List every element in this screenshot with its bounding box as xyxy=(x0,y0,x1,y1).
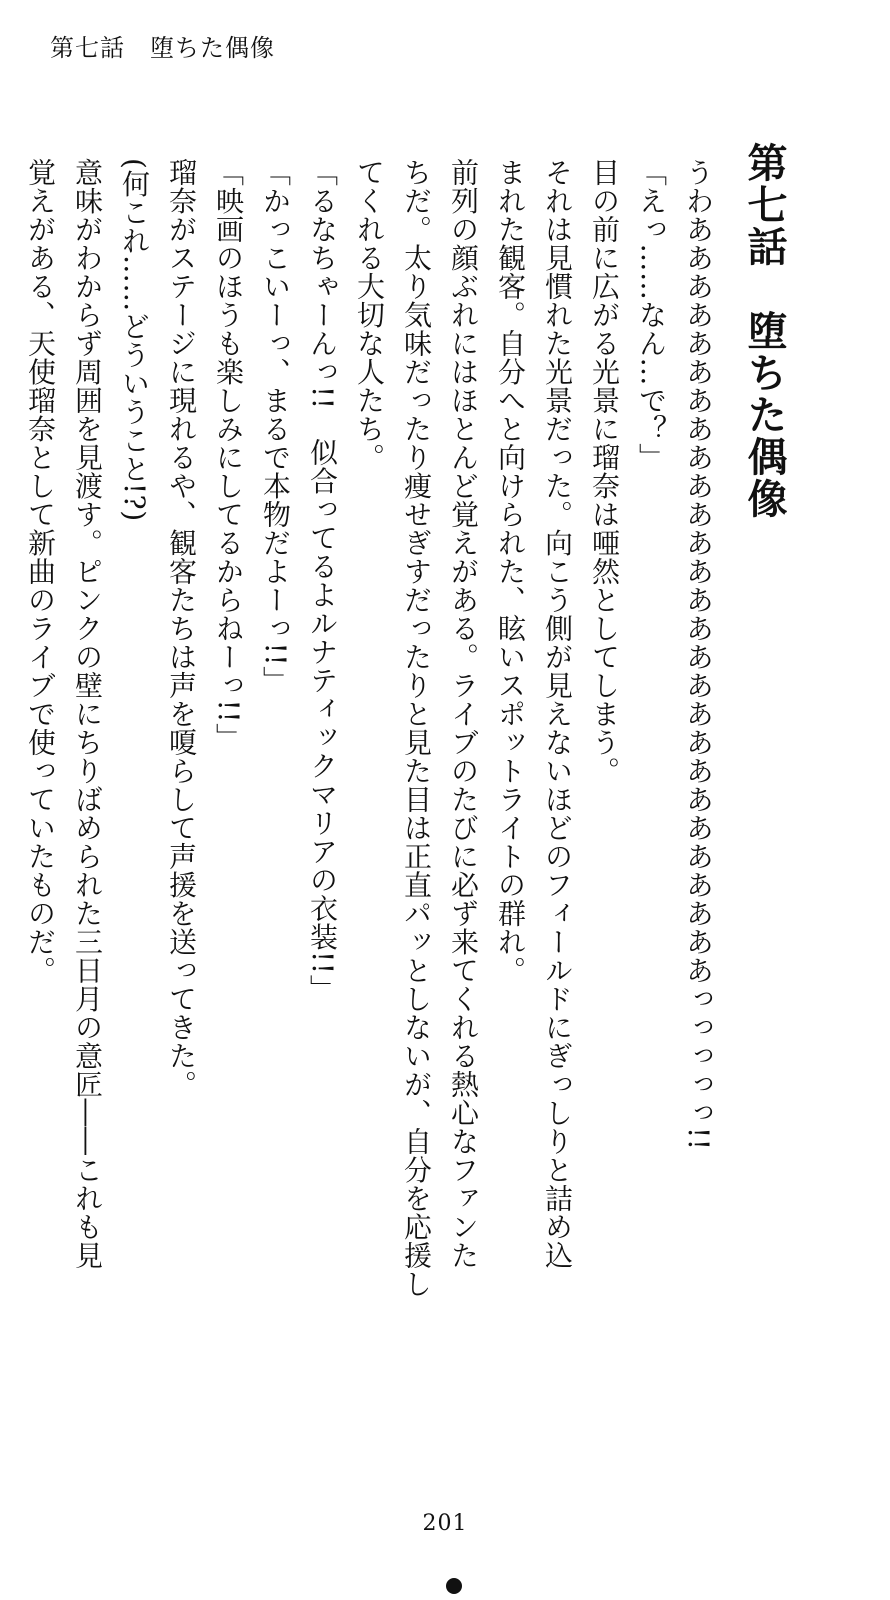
chapter-title: 第七話 堕ちた偶像 xyxy=(741,142,788,520)
text-line: 意味がわからず周囲を見渡す。ピンクの壁にちりばめられた三日月の意匠――これも見 xyxy=(71,158,104,1270)
page-number: 201 xyxy=(422,1511,468,1536)
running-header: 第七話 堕ちた偶像 xyxy=(50,34,275,62)
text-line: ちだ。太り気味だったり痩せぎすだったりと見た目は正直パッとしないが、自分を応援し xyxy=(400,158,433,1298)
text-line: 覚えがある、天使瑠奈として新曲のライブで使っていたものだ。 xyxy=(24,158,57,985)
text-line: まれた観客。自分へと向けられた、眩いスポットライトの群れ。 xyxy=(494,158,527,985)
text-line: 「えっ……なん…で？」 xyxy=(635,158,668,472)
page-marker-dot xyxy=(446,1578,462,1594)
text-line: それは見慣れた光景だった。向こう側が見えないほどのフィールドにぎっしりと詰め込 xyxy=(541,158,574,1270)
text-line: 「かっこいーっ、まるで本物だよーっ!!」 xyxy=(259,158,292,695)
text-line: うわあああああああああああああああああああああああああああっっっっっ!! xyxy=(682,158,715,1151)
body-text xyxy=(22,158,722,1310)
text-line: 前列の顔ぶれにはほとんど覚えがある。ライブのたびに必ず来てくれる熱心なファンた xyxy=(447,158,480,1270)
text-line: 「るなちゃーんっ!! 似合ってるよルナティックマリアの衣装!!」 xyxy=(306,158,339,1004)
text-line: てくれる大切な人たち。 xyxy=(353,158,386,472)
text-line: 「映画のほうも楽しみにしてるからねーっ!!」 xyxy=(212,158,245,752)
text-line: 目の前に広がる光景に瑠奈は唖然としてしまう。 xyxy=(588,158,621,785)
text-line: (何これ……どういうこと!?) xyxy=(118,158,151,522)
text-line: 瑠奈がステージに現れるや、観客たちは声を嗄らして声援を送ってきた。 xyxy=(165,158,198,1099)
